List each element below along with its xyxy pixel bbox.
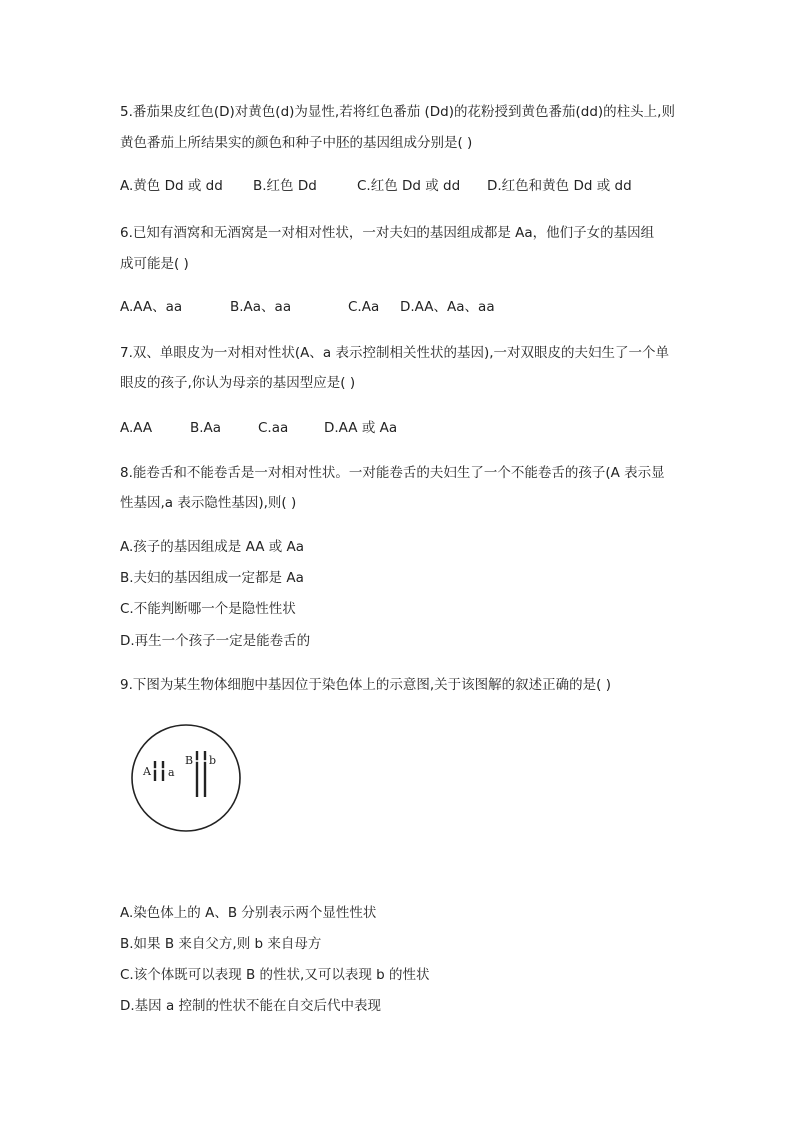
q9-option-b: B.如果 B 来自父方,则 b 来自母方 bbox=[120, 936, 322, 952]
q6-stem-line-2: 成可能是( ) bbox=[120, 256, 189, 272]
q8-option-c: C.不能判断哪一个是隐性性状 bbox=[120, 601, 296, 617]
q5-option-a: A.黄色 Dd 或 dd bbox=[120, 178, 223, 194]
q7-stem-line-1: 7.双、单眼皮为一对相对性状(A、a 表示控制相关性状的基因),一对双眼皮的夫妇生了一个单 bbox=[120, 345, 670, 361]
q8-stem-line-2: 性基因,a 表示隐性基因),则( ) bbox=[120, 495, 297, 511]
q9-option-a: A.染色体上的 A、B 分别表示两个显性性状 bbox=[120, 905, 377, 921]
q5-option-d: D.红色和黄色 Dd 或 dd bbox=[487, 178, 632, 194]
gene-label-B: B bbox=[185, 754, 194, 767]
gene-label-b: b bbox=[209, 754, 217, 767]
q7-option-c: C.aa bbox=[258, 420, 289, 436]
gene-label-a: a bbox=[168, 766, 175, 779]
chromosome-cell-diagram bbox=[128, 723, 248, 838]
q8-stem-line-1: 8.能卷舌和不能卷舌是一对相对性状。一对能卷舌的夫妇生了一个不能卷舌的孩子(A 表示显 bbox=[120, 465, 665, 481]
q5-stem-line-1: 5.番茄果皮红色(D)对黄色(d)为显性,若将红色番茄 (Dd)的花粉授到黄色番茄(dd)的柱头上,则 bbox=[120, 104, 675, 120]
q8-option-a: A.孩子的基因组成是 AA 或 Aa bbox=[120, 539, 305, 555]
q6-stem-line-1: 6.已知有酒窝和无酒窝是一对相对性状，一对夫妇的基因组成都是 Aa，他们子女的基因组 bbox=[120, 225, 655, 241]
q6-option-b: B.Aa、aa bbox=[230, 299, 292, 315]
gene-label-A: A bbox=[143, 765, 151, 778]
q7-stem-line-2: 眼皮的孩子,你认为母亲的基因型应是( ) bbox=[120, 375, 356, 391]
q7-option-d: D.AA 或 Aa bbox=[324, 420, 398, 436]
q5-option-c: C.红色 Dd 或 dd bbox=[357, 178, 461, 194]
q5-option-b: B.红色 Dd bbox=[253, 178, 317, 194]
q6-option-c: C.Aa bbox=[348, 299, 380, 315]
q9-option-d: D.基因 a 控制的性状不能在自交后代中表现 bbox=[120, 998, 382, 1014]
q6-option-d: D.AA、Aa、aa bbox=[400, 299, 495, 315]
q9-stem-line-1: 9.下图为某生物体细胞中基因位于染色体上的示意图,关于该图解的叙述正确的是( ) bbox=[120, 677, 611, 693]
q6-option-a: A.AA、aa bbox=[120, 299, 183, 315]
q7-option-b: B.Aa bbox=[190, 420, 222, 436]
q7-option-a: A.AA bbox=[120, 420, 153, 436]
q5-stem-line-2: 黄色番茄上所结果实的颜色和种子中胚的基因组成分别是( ) bbox=[120, 135, 473, 151]
cell-outline bbox=[132, 725, 240, 831]
q8-option-b: B.夫妇的基因组成一定都是 Aa bbox=[120, 570, 304, 586]
q8-option-d: D.再生一个孩子一定是能卷舌的 bbox=[120, 633, 311, 649]
q9-option-c: C.该个体既可以表现 B 的性状,又可以表现 b 的性状 bbox=[120, 967, 430, 983]
